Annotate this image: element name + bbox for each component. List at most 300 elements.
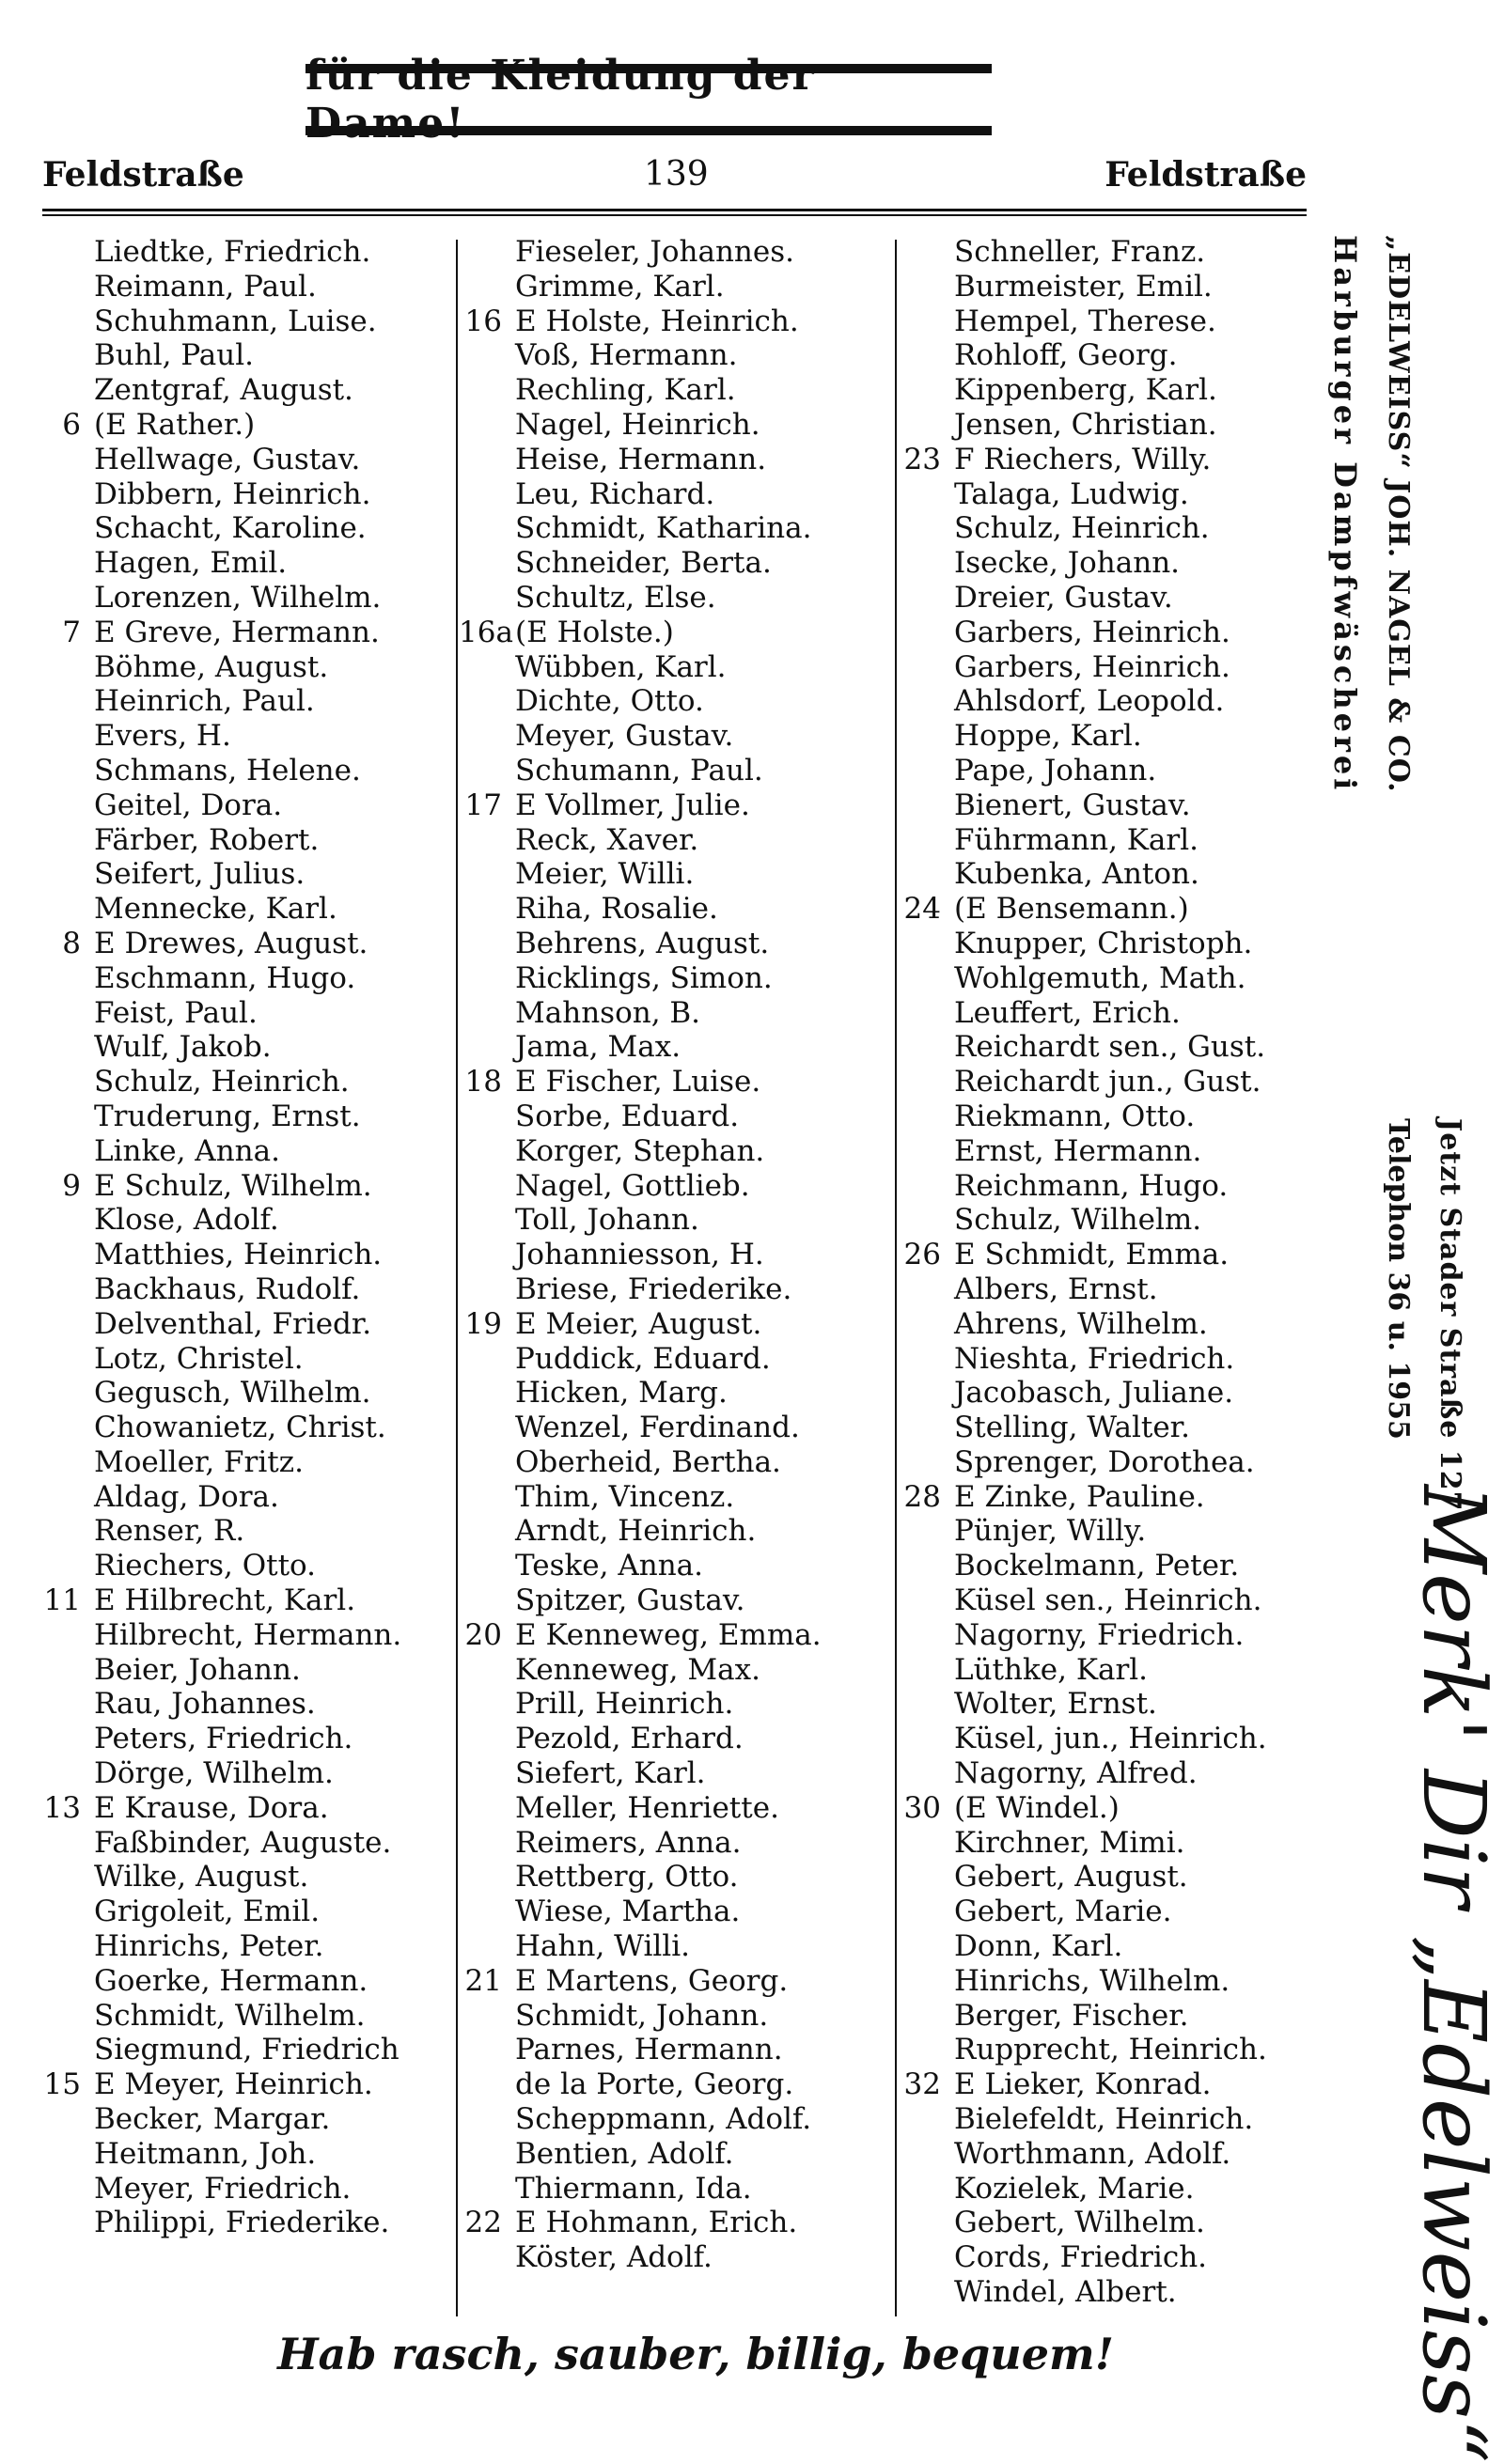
- list-item: [898, 338, 1311, 373]
- list-item: [38, 1583, 470, 1618]
- resident-name: Bienert, Gustav.: [954, 788, 1191, 822]
- house-number: [459, 1895, 515, 1929]
- list-item: [459, 477, 901, 512]
- house-number: [898, 2137, 954, 2172]
- list-item: [459, 1169, 901, 1204]
- list-item: [898, 2033, 1311, 2067]
- resident-name: Burmeister, Emil.: [954, 269, 1213, 304]
- list-item: [459, 2240, 901, 2275]
- resident-name: Johanniesson, H.: [515, 1238, 764, 1272]
- resident-name: Wilke, August.: [94, 1860, 309, 1895]
- list-item: [38, 1272, 470, 1307]
- resident-name: Aldag, Dora.: [94, 1479, 279, 1514]
- list-item: [459, 1756, 901, 1791]
- list-item: [898, 270, 1311, 304]
- resident-name: Hilbrecht, Hermann.: [94, 1617, 402, 1652]
- list-item: [38, 1860, 470, 1895]
- list-item: [898, 1514, 1311, 1549]
- house-number: [459, 408, 515, 443]
- list-item: [459, 1653, 901, 1688]
- house-number: [898, 408, 954, 443]
- list-item: [459, 1134, 901, 1169]
- list-item: [38, 373, 470, 408]
- resident-name: Siegmund, Friedrich: [94, 2033, 400, 2067]
- list-item: [898, 1272, 1311, 1307]
- house-number: [898, 1272, 954, 1307]
- house-number: [898, 1722, 954, 1756]
- list-item: [898, 2067, 1311, 2102]
- house-number: [898, 1964, 954, 1999]
- house-number: [38, 511, 94, 546]
- house-number: 7: [62, 615, 81, 649]
- list-item: [898, 823, 1311, 858]
- resident-name: Reichmann, Hugo.: [954, 1168, 1229, 1203]
- list-item: [459, 1895, 901, 1929]
- resident-name: Eschmann, Hugo.: [94, 960, 356, 995]
- house-number: [459, 1445, 515, 1480]
- house-number: [459, 1653, 515, 1688]
- house-number: [459, 1687, 515, 1722]
- resident-name: Kenneweg, Max.: [515, 1652, 760, 1687]
- resident-name: Moeller, Fritz.: [94, 1444, 304, 1479]
- list-item: [459, 1860, 901, 1895]
- resident-name: Schneider, Berta.: [515, 546, 772, 581]
- list-item: [898, 684, 1311, 719]
- house-number: [898, 996, 954, 1031]
- list-item: [459, 1307, 901, 1342]
- resident-name: (E Holste.): [515, 615, 674, 649]
- resident-name: Schumann, Paul.: [515, 753, 763, 788]
- list-item: [459, 1376, 901, 1411]
- resident-name: Hempel, Therese.: [954, 304, 1216, 338]
- house-number: [898, 1999, 954, 2034]
- resident-name: Heise, Hermann.: [515, 442, 767, 476]
- resident-name: Schmans, Helene.: [94, 753, 361, 788]
- resident-name: de la Porte, Georg.: [515, 2067, 794, 2102]
- list-item: [898, 1826, 1311, 1861]
- list-item: [38, 823, 470, 858]
- list-item: [898, 1411, 1311, 1445]
- list-item: [898, 1307, 1311, 1342]
- house-number: [459, 477, 515, 512]
- resident-name: Peters, Friedrich.: [94, 1722, 353, 1756]
- house-number: [38, 1411, 94, 1445]
- resident-name: Dörge, Wilhelm.: [94, 1756, 334, 1791]
- house-number: 23: [903, 442, 941, 476]
- house-number: 13: [43, 1790, 81, 1825]
- list-item: [38, 1445, 470, 1480]
- house-number: 9: [62, 1168, 81, 1203]
- resident-name: E Kenneweg, Emma.: [515, 1617, 822, 1652]
- house-number: [38, 788, 94, 823]
- list-item: [459, 1065, 901, 1099]
- resident-name: Garbers, Heinrich.: [954, 615, 1230, 649]
- ad-line-3: Jetzt Stader Straße 127: [1434, 1118, 1466, 1512]
- list-item: [38, 961, 470, 996]
- list-item: [38, 996, 470, 1031]
- list-item: [38, 546, 470, 581]
- list-item: [459, 719, 901, 754]
- house-number: 26: [903, 1238, 941, 1272]
- list-item: [38, 270, 470, 304]
- resident-name: Oberheid, Bertha.: [515, 1444, 781, 1479]
- list-item: [38, 1999, 470, 2034]
- resident-name: Philippi, Friederike.: [94, 2206, 390, 2240]
- house-number: [459, 1134, 515, 1169]
- house-number: [38, 2137, 94, 2172]
- house-number: [459, 373, 515, 408]
- list-item: [38, 477, 470, 512]
- house-number: [898, 754, 954, 788]
- resident-name: Toll, Johann.: [515, 1203, 699, 1238]
- house-number: [898, 1549, 954, 1583]
- list-item: [459, 996, 901, 1031]
- resident-name: Schacht, Karoline.: [94, 511, 367, 546]
- list-item: [459, 235, 901, 270]
- list-item: [38, 684, 470, 719]
- house-number: [459, 1099, 515, 1134]
- list-item: [459, 1203, 901, 1238]
- list-item: [38, 1618, 470, 1653]
- resident-name: Wübben, Karl.: [515, 649, 727, 684]
- house-number: [38, 719, 94, 754]
- house-number: [898, 2240, 954, 2275]
- list-item: [898, 477, 1311, 512]
- house-number: [898, 1860, 954, 1895]
- house-number: [898, 1376, 954, 1411]
- resident-name: Pape, Johann.: [954, 753, 1157, 788]
- house-number: [38, 1860, 94, 1895]
- house-number: [459, 2102, 515, 2137]
- list-item: [459, 788, 901, 823]
- house-number: [898, 1065, 954, 1099]
- house-number: [898, 1203, 954, 1238]
- resident-name: Renser, R.: [94, 1514, 245, 1549]
- list-item: [898, 373, 1311, 408]
- house-number: [459, 1169, 515, 1204]
- house-number: [898, 857, 954, 892]
- house-number: [459, 1203, 515, 1238]
- house-number: 6: [62, 407, 81, 442]
- house-number: [898, 1445, 954, 1480]
- house-number: 16: [464, 304, 502, 338]
- house-number: [898, 1583, 954, 1618]
- house-number: [898, 373, 954, 408]
- house-number: [38, 1307, 94, 1342]
- list-item: [459, 1030, 901, 1065]
- house-number: [898, 235, 954, 270]
- house-number: [459, 2172, 515, 2207]
- list-item: [459, 892, 901, 927]
- house-number: [459, 1480, 515, 1515]
- list-item: [38, 719, 470, 754]
- list-item: [459, 754, 901, 788]
- house-number: [898, 927, 954, 961]
- house-number: [38, 2102, 94, 2137]
- list-item: [38, 1929, 470, 1964]
- house-number: [898, 616, 954, 650]
- house-number: [459, 2137, 515, 2172]
- list-item: [38, 1030, 470, 1065]
- house-number: [38, 1445, 94, 1480]
- list-item: [38, 1169, 470, 1204]
- list-item: [459, 1411, 901, 1445]
- list-item: [38, 1549, 470, 1583]
- list-item: [898, 443, 1311, 477]
- list-item: [459, 1238, 901, 1272]
- house-number: [898, 961, 954, 996]
- banner-headline: für die Kleidung der Dame!: [306, 64, 992, 135]
- list-item: [459, 2137, 901, 2172]
- resident-name: Küsel sen., Heinrich.: [954, 1583, 1262, 1618]
- resident-name: Voß, Hermann.: [515, 338, 738, 373]
- resident-name: Heitmann, Joh.: [94, 2136, 317, 2171]
- house-number: 21: [464, 1963, 502, 1998]
- resident-name: Gebert, August.: [954, 1860, 1188, 1895]
- resident-name: Nagel, Heinrich.: [515, 407, 760, 442]
- resident-name: Reimers, Anna.: [515, 1825, 742, 1860]
- house-number: [459, 823, 515, 858]
- list-item: [38, 1099, 470, 1134]
- house-number: [898, 1687, 954, 1722]
- house-number: [459, 511, 515, 546]
- list-item: [38, 1480, 470, 1515]
- list-item: [898, 1065, 1311, 1099]
- list-item: [459, 546, 901, 581]
- list-item: [898, 754, 1311, 788]
- resident-name: Kippenberg, Karl.: [954, 373, 1217, 408]
- list-item: [898, 1929, 1311, 1964]
- resident-name: Heinrich, Paul.: [94, 684, 315, 719]
- list-item: [898, 719, 1311, 754]
- resident-name: Jama, Max.: [515, 1030, 682, 1065]
- list-item: [38, 1203, 470, 1238]
- list-item: [459, 270, 901, 304]
- resident-name: Nagorny, Friedrich.: [954, 1617, 1245, 1652]
- house-number: [459, 2240, 515, 2275]
- house-number: [38, 304, 94, 339]
- house-number: [38, 650, 94, 685]
- house-number: [459, 1549, 515, 1583]
- list-item: [459, 373, 901, 408]
- resident-name: Reichardt sen., Gust.: [954, 1030, 1266, 1065]
- resident-name: Backhaus, Rudolf.: [94, 1271, 361, 1306]
- house-number: [459, 2067, 515, 2102]
- house-number: [38, 684, 94, 719]
- resident-name: Schulz, Wilhelm.: [954, 1203, 1202, 1238]
- list-item: [38, 1307, 470, 1342]
- resident-name: Schuhmann, Luise.: [94, 304, 377, 338]
- ad-phone-line: [1382, 1118, 1415, 1440]
- resident-name: Thiermann, Ida.: [515, 2171, 752, 2206]
- list-item: [38, 1411, 470, 1445]
- house-number: [38, 1134, 94, 1169]
- resident-name: Leu, Richard.: [515, 476, 715, 511]
- house-number: [459, 1514, 515, 1549]
- list-item: [459, 338, 901, 373]
- house-number: [459, 927, 515, 961]
- resident-name: Schultz, Else.: [515, 580, 716, 615]
- resident-name: Seifert, Julius.: [94, 857, 306, 892]
- house-number: [459, 684, 515, 719]
- list-item: [38, 443, 470, 477]
- resident-name: Schneller, Franz.: [954, 235, 1206, 269]
- resident-name: Hoppe, Karl.: [954, 719, 1142, 754]
- resident-name: F Riechers, Willy.: [954, 442, 1212, 476]
- list-item: [898, 511, 1311, 546]
- resident-name: Fieseler, Johannes.: [515, 235, 794, 269]
- house-number: [898, 1826, 954, 1861]
- resident-name: Lüthke, Karl.: [954, 1652, 1149, 1687]
- resident-name: Köster, Adolf.: [515, 2240, 713, 2275]
- house-number: [459, 1030, 515, 1065]
- list-item: [38, 1514, 470, 1549]
- directory-column-3: [898, 235, 1311, 2310]
- list-item: [898, 1999, 1311, 2034]
- resident-name: Rau, Johannes.: [94, 1687, 316, 1722]
- list-item: [38, 754, 470, 788]
- resident-name: Truderung, Ernst.: [94, 1099, 361, 1133]
- house-number: 18: [464, 1065, 502, 1099]
- ad-brand-line: [1382, 235, 1415, 793]
- resident-name: Reimann, Paul.: [94, 269, 317, 304]
- house-number: [38, 1895, 94, 1929]
- resident-name: Schulz, Heinrich.: [94, 1065, 350, 1099]
- house-number: [38, 443, 94, 477]
- house-number: [38, 2033, 94, 2067]
- house-number: [38, 270, 94, 304]
- house-number: [898, 684, 954, 719]
- house-number: [38, 2206, 94, 2240]
- resident-name: Wohlgemuth, Math.: [954, 960, 1246, 995]
- resident-name: Hagen, Emil.: [94, 546, 288, 581]
- house-number: [38, 338, 94, 373]
- house-number: [898, 1169, 954, 1204]
- house-number: [38, 373, 94, 408]
- resident-name: Meier, Willi.: [515, 857, 695, 892]
- house-number: 11: [43, 1583, 81, 1618]
- house-number: [898, 1756, 954, 1791]
- house-number: [898, 2275, 954, 2310]
- list-item: [898, 304, 1311, 339]
- list-item: [898, 1445, 1311, 1480]
- house-number: [459, 1929, 515, 1964]
- resident-name: Chowanietz, Christ.: [94, 1411, 386, 1445]
- house-number: [898, 1514, 954, 1549]
- resident-name: Färber, Robert.: [94, 822, 320, 857]
- list-item: [459, 616, 901, 650]
- list-item: [38, 338, 470, 373]
- house-number: [459, 961, 515, 996]
- resident-name: Cords, Friedrich.: [954, 2240, 1208, 2275]
- list-item: [459, 304, 901, 339]
- house-number: [459, 1826, 515, 1861]
- list-item: [898, 1030, 1311, 1065]
- list-item: [38, 857, 470, 892]
- resident-name: Pezold, Erhard.: [515, 1722, 744, 1756]
- list-item: [459, 1791, 901, 1826]
- list-item: [898, 1756, 1311, 1791]
- house-number: [38, 1722, 94, 1756]
- resident-name: Wenzel, Ferdinand.: [515, 1411, 800, 1445]
- resident-name: Siefert, Karl.: [515, 1756, 706, 1791]
- resident-name: Nieshta, Friedrich.: [954, 1341, 1235, 1376]
- resident-name: Riekmann, Otto.: [954, 1099, 1196, 1133]
- list-item: [898, 996, 1311, 1031]
- resident-name: Delventhal, Friedr.: [94, 1306, 372, 1341]
- house-number: [459, 996, 515, 1031]
- resident-name: Grimme, Karl.: [515, 269, 725, 304]
- house-number: 22: [464, 2206, 502, 2240]
- house-number: [38, 1272, 94, 1307]
- list-item: [459, 1099, 901, 1134]
- house-number: 8: [62, 926, 81, 960]
- list-item: [898, 788, 1311, 823]
- list-item: [459, 1445, 901, 1480]
- resident-name: E Martens, Georg.: [515, 1963, 789, 1998]
- house-number: [459, 338, 515, 373]
- list-item: [459, 1514, 901, 1549]
- running-head: [42, 155, 1307, 202]
- house-number: 19: [464, 1306, 502, 1341]
- resident-name: Grigoleit, Emil.: [94, 1895, 321, 1929]
- list-item: [898, 650, 1311, 685]
- resident-name: E Krause, Dora.: [94, 1790, 329, 1825]
- list-item: [38, 304, 470, 339]
- resident-name: Jacobasch, Juliane.: [954, 1376, 1234, 1411]
- list-item: [38, 1722, 470, 1756]
- list-item: [898, 1895, 1311, 1929]
- house-number: [898, 2033, 954, 2067]
- list-item: [898, 2240, 1311, 2275]
- house-number: [459, 1376, 515, 1411]
- list-item: [898, 2137, 1311, 2172]
- list-item: [898, 2206, 1311, 2240]
- list-item: [898, 892, 1311, 927]
- resident-name: Ricklings, Simon.: [515, 960, 773, 995]
- house-number: [38, 823, 94, 858]
- list-item: [38, 2102, 470, 2137]
- list-item: [38, 581, 470, 616]
- resident-name: Ahrens, Wilhelm.: [954, 1306, 1208, 1341]
- resident-name: Prill, Heinrich.: [515, 1687, 734, 1722]
- house-number: [38, 1999, 94, 2034]
- house-number: [38, 1929, 94, 1964]
- list-item: [459, 927, 901, 961]
- house-number: [898, 1411, 954, 1445]
- resident-name: Spitzer, Gustav.: [515, 1583, 745, 1618]
- resident-name: Schmidt, Johann.: [515, 1998, 769, 2033]
- list-item: [38, 650, 470, 685]
- resident-name: E Greve, Hermann.: [94, 615, 380, 649]
- house-number: [38, 546, 94, 581]
- list-item: [459, 1342, 901, 1377]
- list-item: [459, 511, 901, 546]
- house-number: [459, 754, 515, 788]
- list-item: [898, 1653, 1311, 1688]
- list-item: [459, 1722, 901, 1756]
- house-number: [459, 857, 515, 892]
- ad-line-1: Harburger Dampfwäscherei: [1327, 235, 1363, 794]
- list-item: [898, 1480, 1311, 1515]
- resident-name: Beier, Johann.: [94, 1652, 301, 1687]
- resident-name: Meyer, Gustav.: [515, 719, 734, 754]
- list-item: [898, 581, 1311, 616]
- resident-name: Schmidt, Wilhelm.: [94, 1998, 366, 2033]
- list-item: [898, 616, 1311, 650]
- resident-name: Wolter, Ernst.: [954, 1687, 1157, 1722]
- house-number: [898, 477, 954, 512]
